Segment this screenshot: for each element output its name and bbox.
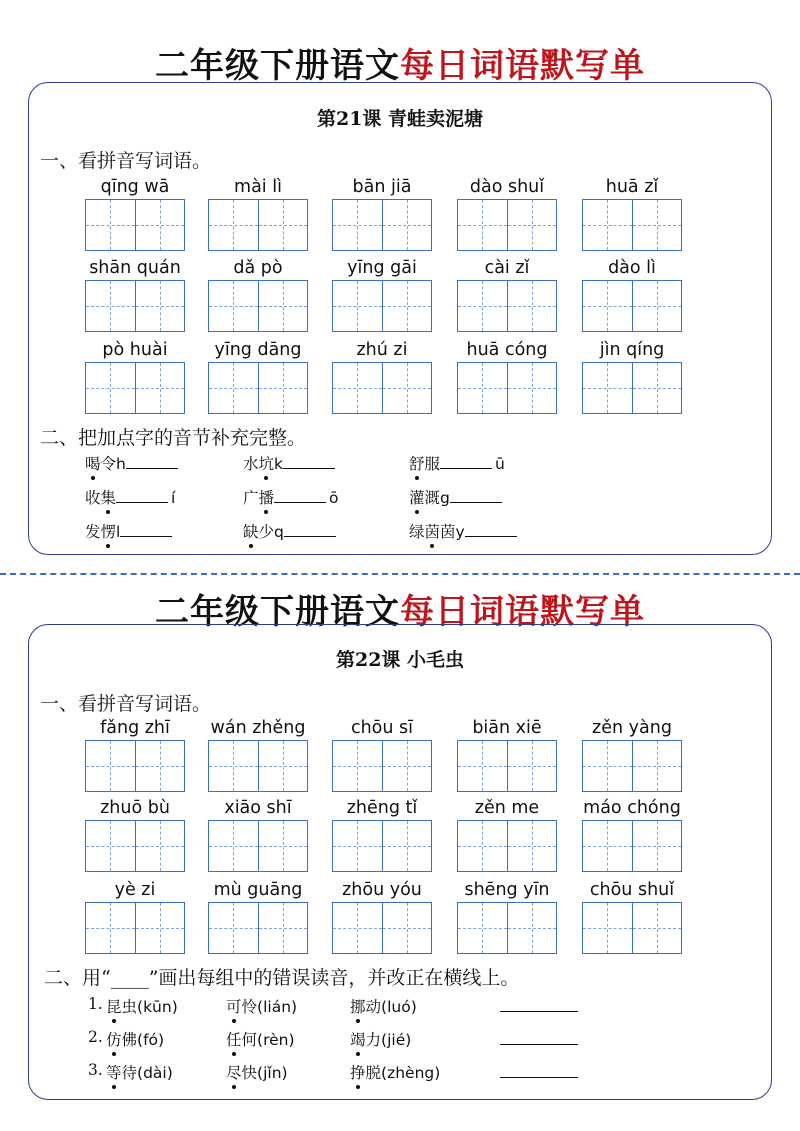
dotted-char: 尽 <box>226 1061 242 1083</box>
answer-line[interactable] <box>500 1011 578 1012</box>
pinyin-label: zhēng tǐ <box>346 798 418 818</box>
pinyin-hint: h <box>116 455 126 473</box>
fill-item <box>409 452 505 474</box>
answer-blank[interactable] <box>126 454 178 469</box>
word-item <box>208 716 308 792</box>
word-with-pinyin <box>106 995 178 1017</box>
tianzige-box[interactable] <box>582 199 682 251</box>
grid-cell[interactable] <box>583 281 632 331</box>
tianzige-box[interactable] <box>85 362 185 414</box>
grid-cell[interactable] <box>458 903 507 953</box>
tianzige-box[interactable] <box>582 362 682 414</box>
grid-cell[interactable] <box>135 281 185 331</box>
word-with-pinyin <box>106 1061 173 1083</box>
answer-blank[interactable] <box>283 454 335 469</box>
row-number: 3. <box>88 1061 103 1079</box>
word-item <box>85 338 185 414</box>
pinyin-label: chōu shuǐ <box>589 880 675 900</box>
grid-cell[interactable] <box>333 741 382 791</box>
word-char: 广 <box>243 489 259 507</box>
pinyin-label: wán zhěng <box>210 718 306 738</box>
pinyin-suffix: í <box>171 489 176 507</box>
word-item <box>208 338 308 414</box>
word-char: 力 <box>365 1031 382 1049</box>
pinyin-label: mài lì <box>234 177 282 197</box>
tianzige-box[interactable] <box>332 902 432 954</box>
tianzige-box[interactable] <box>457 740 557 792</box>
dotted-char: 挣 <box>350 1061 366 1083</box>
fill-item <box>409 486 502 508</box>
pinyin-label: huā cóng <box>466 340 548 360</box>
dotted-char: 灌 <box>409 486 425 508</box>
word-item <box>582 175 682 251</box>
grid-cell[interactable] <box>632 200 682 250</box>
pinyin-hint: k <box>274 455 284 473</box>
grid-cell[interactable] <box>258 821 308 871</box>
word-char: 何 <box>241 1031 258 1049</box>
tianzige-box[interactable] <box>582 820 682 872</box>
tianzige-box[interactable] <box>457 280 557 332</box>
pinyin-label: yè zi <box>114 880 156 900</box>
fill-item <box>243 452 335 474</box>
word-item <box>85 878 185 954</box>
word-with-pinyin <box>106 1028 164 1050</box>
word-with-pinyin <box>226 995 297 1017</box>
dotted-char: 播 <box>259 486 275 508</box>
given-pinyin: (jǐn) <box>257 1064 288 1082</box>
answer-blank[interactable] <box>450 488 502 503</box>
word-item <box>457 796 557 872</box>
grid-cell[interactable] <box>632 281 682 331</box>
grid-cell[interactable] <box>209 200 258 250</box>
grid-cell[interactable] <box>382 200 432 250</box>
pinyin-label: xiāo shī <box>224 798 292 818</box>
word-item <box>208 796 308 872</box>
grid-cell[interactable] <box>86 741 135 791</box>
pinyin-label: zěn yàng <box>592 718 672 738</box>
word-char: 服 <box>424 455 441 473</box>
answer-line[interactable] <box>500 1077 578 1078</box>
given-pinyin: (jié) <box>381 1031 412 1049</box>
pinyin-label: dào lì <box>608 258 656 278</box>
dotted-char: 缺 <box>243 520 259 542</box>
word-item <box>332 338 432 414</box>
grid-cell[interactable] <box>583 903 632 953</box>
row-number: 2. <box>88 1028 103 1046</box>
answer-blank[interactable] <box>284 522 336 537</box>
grid-cell[interactable] <box>458 821 507 871</box>
pinyin-label: zěn me <box>474 798 540 818</box>
dotted-char: 等 <box>106 1061 122 1083</box>
word-char: 待 <box>121 1064 138 1082</box>
fill-item <box>85 520 172 542</box>
word-char: 令 <box>100 455 117 473</box>
dotted-char: 茵 <box>425 520 441 542</box>
pinyin-label: pò huài <box>102 340 168 360</box>
dotted-char: 可 <box>226 995 242 1017</box>
grid-cell[interactable] <box>382 821 432 871</box>
word-item <box>85 716 185 792</box>
tianzige-box[interactable] <box>85 902 185 954</box>
sheet2-title-black: 二年级下册语文 <box>155 592 400 632</box>
tianzige-box[interactable] <box>208 362 308 414</box>
word-item <box>582 256 682 332</box>
pinyin-hint: y <box>455 523 465 541</box>
word-char: 少 <box>258 523 275 541</box>
pinyin-label: shān quán <box>89 258 181 278</box>
pinyin-label: qīng wā <box>100 177 170 197</box>
grid-cell[interactable] <box>135 200 185 250</box>
word-item <box>332 716 432 792</box>
pinyin-label: bān jiā <box>352 177 412 197</box>
grid-cell[interactable] <box>333 281 382 331</box>
word-item <box>457 716 557 792</box>
grid-cell[interactable] <box>583 200 632 250</box>
word-char: 溉 <box>424 489 441 507</box>
tianzige-box[interactable] <box>582 902 682 954</box>
tianzige-box[interactable] <box>208 820 308 872</box>
given-pinyin: (dài) <box>137 1064 173 1082</box>
grid-cell[interactable] <box>583 363 632 413</box>
pinyin-label: chōu sī <box>350 718 414 738</box>
word-item <box>208 878 308 954</box>
tianzige-box[interactable] <box>208 280 308 332</box>
grid-cell[interactable] <box>583 741 632 791</box>
grid-cell[interactable] <box>135 363 185 413</box>
grid-cell[interactable] <box>209 821 258 871</box>
sheet2-section2-mark: ____ <box>110 967 149 989</box>
word-with-pinyin <box>226 1028 295 1050</box>
word-item <box>457 256 557 332</box>
dotted-char: 集 <box>101 486 117 508</box>
pinyin-label: dào shuǐ <box>469 177 545 197</box>
grid-cell[interactable] <box>382 741 432 791</box>
grid-cell[interactable] <box>382 281 432 331</box>
grid-cell[interactable] <box>507 281 557 331</box>
grid-cell[interactable] <box>209 903 258 953</box>
word-char: 佛 <box>121 1031 138 1049</box>
word-item <box>208 175 308 251</box>
tianzige-box[interactable] <box>208 902 308 954</box>
grid-cell[interactable] <box>632 903 682 953</box>
pinyin-label: cài zǐ <box>484 258 530 278</box>
dotted-char: 挪 <box>350 995 366 1017</box>
grid-cell[interactable] <box>209 741 258 791</box>
grid-cell[interactable] <box>382 903 432 953</box>
answer-blank[interactable] <box>116 488 168 503</box>
grid-cell[interactable] <box>333 821 382 871</box>
dotted-char: 愣 <box>101 520 117 542</box>
fill-item <box>409 520 517 542</box>
tianzige-box[interactable] <box>332 280 432 332</box>
pinyin-label: dǎ pò <box>233 258 283 278</box>
grid-cell[interactable] <box>458 363 507 413</box>
dotted-char: 舒 <box>409 452 425 474</box>
pinyin-label: yīng dāng <box>214 340 302 360</box>
tianzige-box[interactable] <box>208 740 308 792</box>
fill-item <box>243 520 336 542</box>
pinyin-label: yīng gāi <box>347 258 417 278</box>
pinyin-label: shēng yīn <box>464 880 550 900</box>
pinyin-label: mù guāng <box>213 880 303 900</box>
word-item <box>457 878 557 954</box>
pinyin-label: biān xiē <box>472 718 542 738</box>
pinyin-hint: g <box>440 489 450 507</box>
word-item <box>85 256 185 332</box>
word-char: 茵 <box>440 523 456 541</box>
tianzige-box[interactable] <box>457 362 557 414</box>
answer-blank[interactable] <box>465 522 517 537</box>
word-item <box>332 175 432 251</box>
row-number: 1. <box>88 995 103 1013</box>
dotted-char: 昆 <box>106 995 122 1017</box>
dotted-char: 喝 <box>85 452 101 474</box>
sheet2-section2-post: ”画出每组中的错误读音，并改正在横线上。 <box>148 967 520 989</box>
grid-cell[interactable] <box>209 281 258 331</box>
grid-cell[interactable] <box>86 200 135 250</box>
tianzige-box[interactable] <box>85 740 185 792</box>
pinyin-label: huā zǐ <box>605 177 659 197</box>
dotted-char: 仿 <box>106 1028 122 1050</box>
grid-cell[interactable] <box>632 821 682 871</box>
given-pinyin: (kūn) <box>137 998 178 1016</box>
word-char: 动 <box>365 998 382 1016</box>
word-char: 收 <box>85 489 101 507</box>
sheet1-section2-heading: 二、把加点字的音节补充完整。 <box>40 427 307 449</box>
fill-item <box>85 452 178 474</box>
grid-cell[interactable] <box>333 363 382 413</box>
grid-cell[interactable] <box>382 363 432 413</box>
word-with-pinyin <box>226 1061 288 1083</box>
grid-cell[interactable] <box>258 200 308 250</box>
dotted-char: 坑 <box>259 452 275 474</box>
grid-cell[interactable] <box>135 741 185 791</box>
tianzige-box[interactable] <box>457 902 557 954</box>
fill-item <box>243 486 339 508</box>
sheet2-lesson-title: 第22课 小毛虫 <box>335 649 465 671</box>
tianzige-box[interactable] <box>582 280 682 332</box>
grid-cell[interactable] <box>86 821 135 871</box>
grid-cell[interactable] <box>258 281 308 331</box>
grid-cell[interactable] <box>209 363 258 413</box>
given-pinyin: (luó) <box>381 998 417 1016</box>
sheet1-section1-heading: 一、看拼音写词语。 <box>40 150 212 172</box>
word-char: 水 <box>243 455 259 473</box>
tianzige-box[interactable] <box>332 740 432 792</box>
grid-cell[interactable] <box>583 821 632 871</box>
dotted-char: 任 <box>226 1028 242 1050</box>
answer-blank[interactable] <box>120 522 172 537</box>
sheet2-section2-heading <box>44 963 519 990</box>
pinyin-label: jìn qíng <box>599 340 665 360</box>
word-item <box>332 256 432 332</box>
grid-cell[interactable] <box>333 200 382 250</box>
grid-cell[interactable] <box>333 903 382 953</box>
sheet1-lesson-title: 第21课 青蛙卖泥塘 <box>316 108 484 130</box>
word-item <box>582 878 682 954</box>
tianzige-box[interactable] <box>332 820 432 872</box>
pinyin-suffix: ū <box>495 455 505 473</box>
word-char: 脱 <box>365 1064 382 1082</box>
dotted-char: 竭 <box>350 1028 366 1050</box>
word-item <box>332 878 432 954</box>
word-char: 怜 <box>241 998 258 1016</box>
grid-cell[interactable] <box>86 363 135 413</box>
grid-cell[interactable] <box>258 903 308 953</box>
grid-cell[interactable] <box>507 903 557 953</box>
cut-line <box>0 573 800 575</box>
grid-cell[interactable] <box>258 363 308 413</box>
word-item <box>582 338 682 414</box>
sheet2-title-red: 每日词语默写单 <box>400 592 645 632</box>
sheet1-title <box>0 38 800 87</box>
word-item <box>457 175 557 251</box>
tianzige-box[interactable] <box>332 199 432 251</box>
pinyin-label: zhuō bù <box>100 798 170 818</box>
tianzige-box[interactable] <box>332 362 432 414</box>
sheet2-section2-pre: 二、用“ <box>44 967 111 989</box>
grid-cell[interactable] <box>507 363 557 413</box>
sheet2-section1-heading: 一、看拼音写词语。 <box>40 693 212 715</box>
word-with-pinyin <box>350 995 417 1017</box>
pinyin-label: zhōu yóu <box>342 880 422 900</box>
grid-cell[interactable] <box>86 281 135 331</box>
word-char: 快 <box>241 1064 258 1082</box>
word-item <box>582 716 682 792</box>
given-pinyin: (lián) <box>257 998 298 1016</box>
given-pinyin: (fó) <box>137 1031 165 1049</box>
word-item <box>85 175 185 251</box>
tianzige-box[interactable] <box>85 820 185 872</box>
answer-blank[interactable] <box>440 454 492 469</box>
grid-cell[interactable] <box>632 741 682 791</box>
grid-cell[interactable] <box>135 821 185 871</box>
grid-cell[interactable] <box>458 200 507 250</box>
grid-cell[interactable] <box>135 903 185 953</box>
grid-cell[interactable] <box>507 200 557 250</box>
word-item <box>582 796 682 872</box>
given-pinyin: (rèn) <box>257 1031 295 1049</box>
fill-item <box>85 486 175 508</box>
grid-cell[interactable] <box>507 821 557 871</box>
tianzige-box[interactable] <box>457 820 557 872</box>
grid-cell[interactable] <box>458 741 507 791</box>
tianzige-box[interactable] <box>208 199 308 251</box>
answer-line[interactable] <box>500 1044 578 1045</box>
word-char: 虫 <box>121 998 138 1016</box>
word-char: 绿 <box>409 523 425 541</box>
answer-blank[interactable] <box>274 488 326 503</box>
tianzige-box[interactable] <box>85 199 185 251</box>
tianzige-box[interactable] <box>85 280 185 332</box>
tianzige-box[interactable] <box>582 740 682 792</box>
word-char: 发 <box>85 523 101 541</box>
grid-cell[interactable] <box>507 741 557 791</box>
word-with-pinyin <box>350 1061 440 1083</box>
given-pinyin: (zhèng) <box>381 1064 441 1082</box>
grid-cell[interactable] <box>632 363 682 413</box>
pinyin-label: fǎng zhī <box>100 718 170 738</box>
pinyin-label: máo chóng <box>583 798 681 818</box>
pinyin-hint: l <box>116 523 121 541</box>
grid-cell[interactable] <box>258 741 308 791</box>
word-item <box>332 796 432 872</box>
word-with-pinyin <box>350 1028 411 1050</box>
pinyin-hint: q <box>274 523 284 541</box>
sheet1-title-black: 二年级下册语文 <box>155 46 400 86</box>
pinyin-label: zhú zi <box>356 340 408 360</box>
sheet1-title-red: 每日词语默写单 <box>400 46 645 86</box>
tianzige-box[interactable] <box>457 199 557 251</box>
grid-cell[interactable] <box>458 281 507 331</box>
grid-cell[interactable] <box>86 903 135 953</box>
pinyin-suffix: ō <box>329 489 339 507</box>
word-item <box>208 256 308 332</box>
word-item <box>457 338 557 414</box>
word-item <box>85 796 185 872</box>
